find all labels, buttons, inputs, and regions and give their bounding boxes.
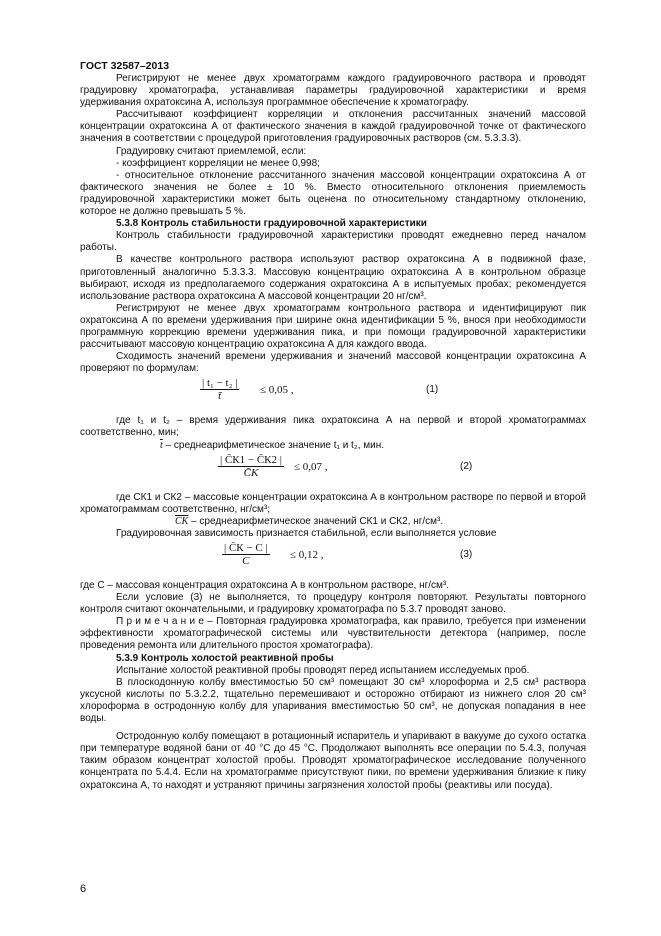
where-clause: где CК1 и CК2 – массовые концентрации охратоксина А в контрольном растворе по первой и второй хроматограммам соответственно, нг/см³;	[80, 491, 586, 515]
where-clause-mean-text: – среднеарифметическое значений CК1 и CК2, нг/см³.	[191, 515, 444, 527]
formula-2	[80, 452, 586, 492]
list-item: - коэффициент корреляции не менее 0,998;	[116, 157, 320, 169]
formula-2-number: (2)	[460, 460, 473, 472]
formula-1-numerator: | t₁ − t₂ |	[202, 377, 238, 390]
formula-1	[80, 375, 586, 415]
formula-3-denominator: C	[242, 555, 250, 567]
paragraph: Регистрируют не менее двух хроматограмм контрольного раствора и идентифицируют пик охратоксина А по времени удерживания при ширине окна идентификации 5 %, внося при необходимости программную коррекцию времени удерживания пика, и при помощи градуировочной характеристики рассчитывают массовую концентрацию охратоксина А для каждого ввода.	[80, 302, 586, 351]
formula-3-condition: ≤ 0,12 ,	[290, 549, 324, 561]
paragraph: Градуировку считают приемлемой, если:	[116, 145, 307, 157]
paragraph: Остродонную колбу помещают в ротационный испаритель и упаривают в вакууме до сухого остатка при температуре водяной бани от 40 °С до 45 °С. Продолжают выполнять все операции по 5.4.3, получая таким образом концентрат холостой пробы. Проводят хроматографическое исследование полученного концентрата по 5.4.4. Если на хроматограмме присутствуют пики, по времени удерживания близкие к пику охратоксина А, то находят и устраняют причины загрязнения холостой пробы (реактивы или посуда).	[80, 731, 586, 791]
where-clause-mean	[80, 440, 586, 452]
document-page	[80, 60, 586, 792]
formula-2-numerator: | C̄К1 − C̄К2 |	[220, 453, 282, 466]
list-item: - относительное отклонение рассчитанного значения массовой концентрации охратоксина А от фактического значения не более ± 10 %. Вместо относительного отклонения приемлемость градуировочной характеристики может быть оценена по относительному стандартному отклонению, которое не должно превышать 5 %.	[80, 169, 586, 218]
paragraph: Если условие (3) не выполняется, то процедуру контроля повторяют. Результаты повторного контроля считают окончательными, и градуировку хроматографа по 5.3.7 проводят заново.	[80, 592, 586, 616]
paragraph: Контроль стабильности градуировочной характеристики проводят ежедневно перед началом работы.	[80, 230, 586, 254]
where-clause-mean-text: – среднеарифметическое значение t₁ и t₂, мин.	[165, 439, 385, 451]
formula-1-number: (1)	[426, 384, 439, 396]
section-heading-5-3-9: 5.3.9 Контроль холостой реактивной пробы	[116, 652, 334, 664]
formula-1-condition: ≤ 0,05 ,	[260, 384, 294, 397]
paragraph: В качестве контрольного раствора используют раствор охратоксина А в подвижной фазе, приготовленный аналогично 5.3.3.3. Массовую концентрацию охратоксина А в контрольном образце выбирают, исходя из предполагаемого содержания охратоксина А в испытуемых пробах; рекомендуется использование раствора охратоксина А массовой концентрации 20 нг/см³.	[80, 254, 586, 302]
document-header: ГОСТ 32587–2013	[80, 60, 170, 72]
formula-3-number: (3)	[460, 549, 473, 560]
paragraph: Регистрируют не менее двух хроматограмм каждого градуировочного раствора и проводят градуировку хроматографа, устанавливая параметры градуировочной характеристики и время удерживания охратоксина А, используя программное обеспечение к хроматографу.	[80, 73, 586, 109]
where-clause: где t₁ и t₂ – время удерживания пика охратоксина А на первой и второй хроматограммах соответственно, мин;	[80, 415, 586, 439]
page-number: 6	[80, 883, 87, 895]
formula-1-fraction	[200, 377, 239, 402]
paragraph: Градуировочная зависимость признается стабильной, если выполняется условие	[116, 527, 497, 539]
where-clause: где C – массовая концентрация охратоксина А в контрольном растворе, нг/см³.	[80, 580, 450, 591]
paragraph: Сходимость значений времени удерживания и значений массовой концентрации охратоксина А проверяют по формулам:	[80, 351, 586, 375]
paragraph: Рассчитывают коэффициент корреляции и отклонения рассчитанных значений массовой концентрации охратоксина А от фактического значения в каждой градуировочной точке от фактического значения в соответствии с процедурой приготовления градуировочных растворов (см. 5.3.3.3).	[80, 109, 586, 145]
formula-2-denominator: C̄К	[243, 466, 259, 479]
section-heading-5-3-8: 5.3.8 Контроль стабильности градуировочной характеристики	[116, 218, 427, 230]
note: П р и м е ч а н и е – Повторная градуировка хроматографа, как правило, требуется при изменении эффективности хроматографической системы или чувствительности детектора (например, после проведения ремонта или длительного простоя хроматографа).	[80, 616, 586, 652]
paragraph: Испытание холостой реактивной пробы проводят перед испытанием исследуемых проб.	[116, 664, 530, 676]
formula-1-denominator: t̄	[218, 390, 222, 403]
formula-3	[80, 540, 586, 580]
formula-2-condition: ≤ 0,07 ,	[294, 460, 328, 473]
where-clause-mean	[80, 516, 586, 528]
formula-3-numerator: | C̄К − C |	[224, 542, 268, 554]
paragraph: В плоскодонную колбу вместимостью 50 см³ помещают 30 см³ хлороформа и 2,5 см³ раствора уксусной кислоты по 5.3.2.2, тщательно перемешивают и осторожно отбирают из нижнего слоя 20 см³ хлороформа в остродонную колбу для упаривания вместимостью 50 см³, не допуская попадания в нее воды.	[80, 676, 586, 725]
formula-3-fraction	[222, 542, 270, 567]
t-bar-symbol: $\overline{t}$	[160, 439, 163, 451]
ck-bar-symbol: CК	[175, 515, 189, 527]
formula-2-fraction	[218, 454, 284, 479]
